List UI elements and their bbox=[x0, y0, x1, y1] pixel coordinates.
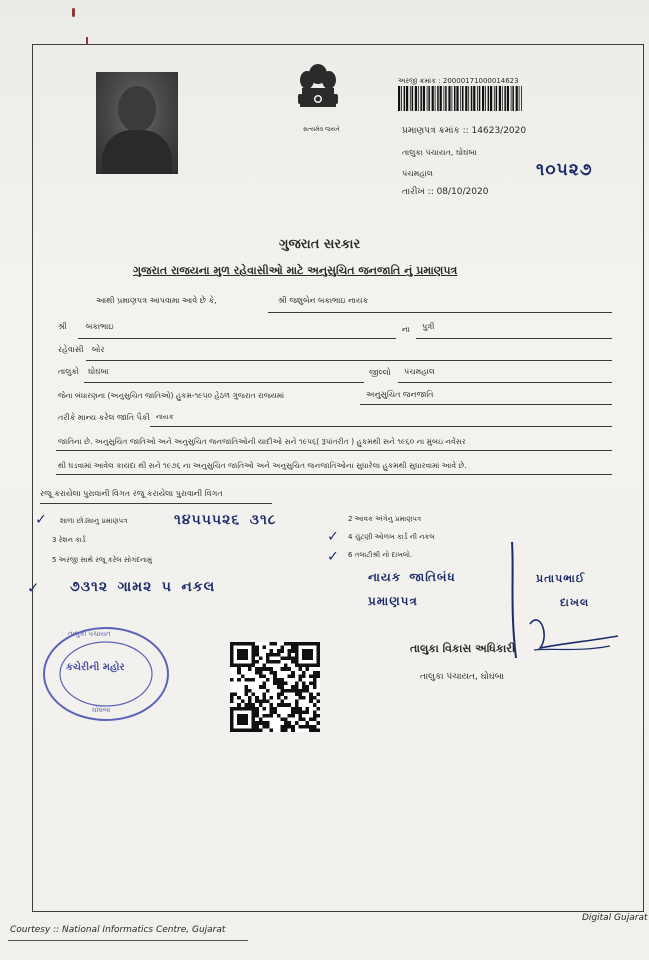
national-emblem-icon bbox=[292, 60, 344, 124]
caste-label: તરીકે માન્ય કરેલ જાતિ પૈકી bbox=[58, 413, 150, 422]
seal-ring-top: તાલુકા પંચાયત bbox=[68, 630, 111, 638]
officer-designation: તાલુકા વિકાસ અધિકારી bbox=[410, 642, 516, 655]
district-name: પંચમહાલ bbox=[402, 169, 433, 178]
checkmark-icon: ✓ bbox=[328, 526, 339, 545]
legal-paragraph-line2: થી ઘડવામાં આવેલ કાયદા થી સને ૧૯૭૬ ના અનુસુચિત જાતિઓ અને અનુસુચિત જનજાતિઓના સુધારેલા હુકમથી સુધારવામાં આવે છે. bbox=[58, 461, 467, 470]
seal-center-text: કચેરીની મહોર bbox=[66, 662, 125, 673]
evidence-heading: રજૂ કરાયેલા પુરાવાની વિગત રજૂ કરાયેલા પુરાવાની વિગત bbox=[40, 489, 223, 498]
certificate-number: પ્રમાણપત્ર ક્રમાંક :: 14623/2020 bbox=[402, 126, 527, 136]
handwritten-remark-1: નાયક જાતિબંધ bbox=[368, 570, 456, 584]
footer-courtesy: Courtesy :: National Informatics Centre, Gujarat bbox=[10, 925, 226, 935]
footer-digital-gujarat: Digital Gujarat bbox=[582, 913, 648, 923]
pen-mark bbox=[86, 37, 88, 45]
holder-name: શ્રી જશુબેન બકાભાઇ નાયક bbox=[278, 296, 369, 305]
seal-ring-bottom: ઘોઘંબા bbox=[92, 706, 111, 714]
evidence-item-1: શાળા છોડ્યાનુ પ્રમાણપત્ર bbox=[60, 517, 128, 525]
evidence-item-3: 3 રેશન કાર્ડ bbox=[52, 536, 86, 544]
checkmark-icon: ✓ bbox=[36, 509, 47, 528]
relation-value: પુત્રી bbox=[422, 322, 435, 331]
constitution-order-label: જેના બંધારણના (અનુસુચિત જાતિઓ) હુકમ-૧૯૫૦ હેઠળ ગુજરાત રાજયમાં bbox=[58, 391, 285, 400]
category-value: અનુસુચિત જનજાતિ bbox=[366, 390, 434, 399]
evidence-item-1-number: ૧૪૫૫૫૨૬ ૩૧૮ bbox=[174, 512, 277, 528]
handwritten-remark-3: પ્રતાપભાઈ bbox=[536, 572, 586, 585]
evidence-item-4: 4 ચુંટણી ઓળખ કાર્ડ ની નકલ bbox=[348, 533, 435, 541]
issuing-office: તાલુકા પંચાયત, ઘોઘંબા bbox=[402, 148, 477, 157]
qr-code bbox=[230, 642, 320, 732]
father-label: શ્રી bbox=[58, 322, 67, 331]
district-value: પંચમહાલ bbox=[404, 367, 435, 376]
officer-signature bbox=[500, 540, 630, 670]
issue-date: તારીખ :: 08/10/2020 bbox=[402, 187, 489, 197]
residence-value: બોર bbox=[92, 345, 105, 354]
certificate-title: ગુજરાત રાજયના મુળ રહેવાસીઓ માટે અનુસુચિત જનજાતિ નું પ્રમાણપત્ર bbox=[133, 264, 458, 277]
district-label: જીલ્લો bbox=[369, 368, 391, 377]
emblem-caption: સત્યમેવ જયતે bbox=[303, 126, 340, 133]
handwritten-note: ૭૩૧૨ ગામ૨ ૫ નકલ bbox=[70, 579, 216, 595]
evidence-item-5: 5 અરજી સાથે રજૂ કરેલ સોગંદનામું bbox=[52, 556, 153, 564]
applicant-photo bbox=[96, 72, 178, 174]
handwritten-number: ૧૦૫૨૭ bbox=[536, 160, 593, 180]
pen-mark bbox=[72, 8, 75, 17]
caste-value: નાયક bbox=[156, 413, 174, 421]
application-number: અરજી ક્રમાંક : 20000171000014623 bbox=[398, 77, 519, 85]
residence-label: રહેવાસી bbox=[58, 345, 84, 354]
intro-label: આથી પ્રમાણપત્ર આપવામા આવે છે કે, bbox=[96, 296, 217, 305]
government-title: ગુજરાત સરકાર bbox=[279, 237, 361, 252]
taluka-value: ઘોઘંબા bbox=[88, 367, 109, 376]
father-name: બકાભાઇ bbox=[86, 322, 114, 331]
handwritten-remark-4: દાખલ bbox=[560, 596, 590, 609]
relation-suffix: ના bbox=[402, 325, 410, 334]
evidence-item-6: 6 તલાટીશ્રી નો દાખલો. bbox=[348, 551, 413, 559]
checkmark-icon: ✓ bbox=[28, 578, 40, 598]
handwritten-remark-2: પ્રમાણપત્ર bbox=[368, 594, 418, 608]
evidence-item-2: 2 આવક અંગેનુ પ્રમાણપત્ર bbox=[348, 515, 422, 523]
taluka-label: તાલુકો bbox=[58, 367, 79, 376]
barcode bbox=[398, 86, 522, 111]
officer-office: તાલુકા પંચાયત, ઘોઘંબા bbox=[420, 672, 505, 682]
legal-paragraph-line1: જાતિના છે. અનુસુચિત જાતિઓ અને અનુસુચિત જનજાતિઓની યાદીઓ સને ૧૯૫૬( રૂપાંતરીત ) હુકમથી સને ૧૯૬૦ ના મુંબઇ નવેંસર bbox=[58, 437, 466, 446]
checkmark-icon: ✓ bbox=[328, 546, 339, 565]
